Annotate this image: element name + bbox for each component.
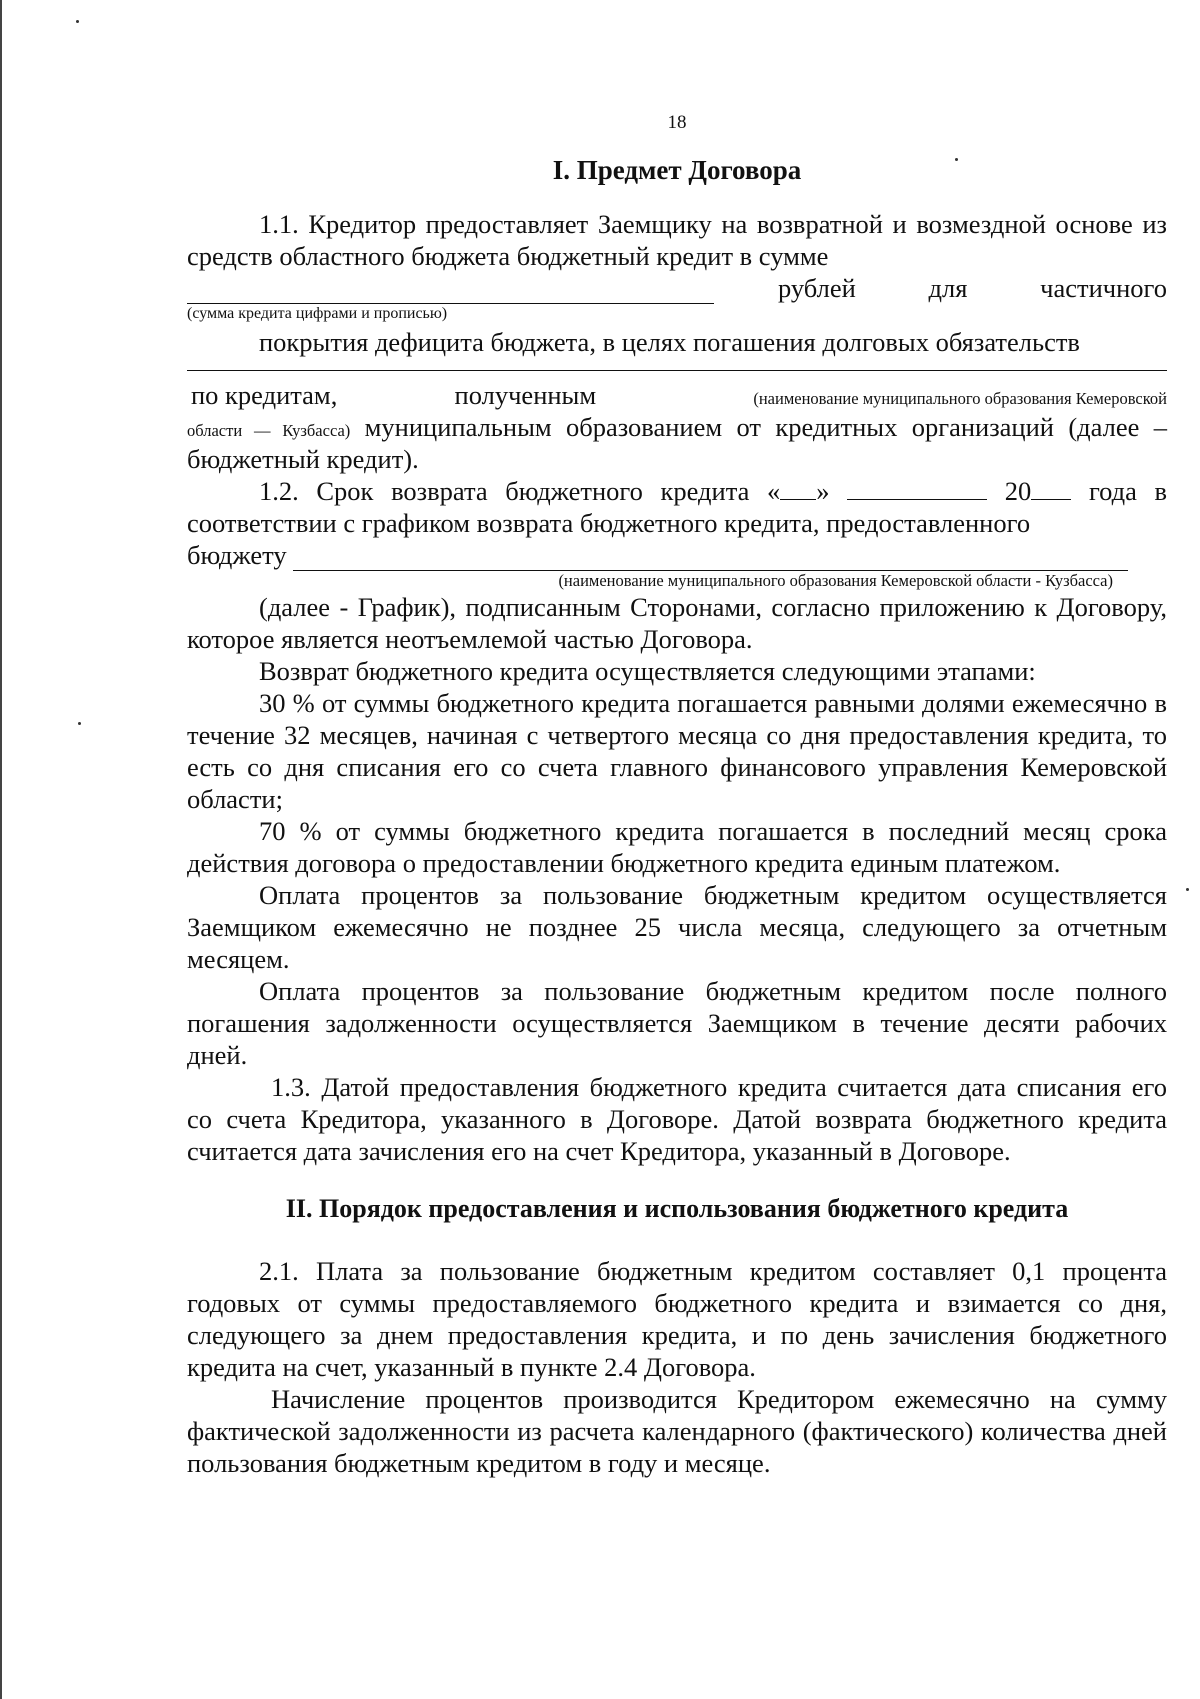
- credits-word: по кредитам,: [191, 380, 338, 410]
- document-body: [187, 112, 1167, 1479]
- year-blank: [1031, 477, 1071, 500]
- budget-word: бюджету: [187, 540, 287, 570]
- clause-1-1-intro: 1.1. Кредитор предоставляет Заемщику на возвратной и возмездной основе из средств областного бюджета бюджетный кредит в сумме: [187, 209, 1167, 271]
- stage-70-percent: 70 % от суммы бюджетного кредита погашается в последний месяц срока действия договора о предоставлении бюджетного кредита единым платежом.: [187, 816, 1167, 878]
- amount-row: [187, 272, 1167, 304]
- stage-30-percent: 30 % от суммы бюджетного кредита погашается равными долями ежемесячно в течение 32 месяцев, начиная с четвертого месяца со дня предоставления кредита, то есть со дня списания его со счета главного финансового управления Кемеровской области;: [187, 688, 1167, 814]
- for-word: для: [928, 273, 968, 303]
- municipality-caption-a: (наименование муниципального образования Кемеровской: [753, 389, 1167, 408]
- budget-row: [187, 539, 1167, 571]
- interest-monthly: Оплата процентов за пользование бюджетным кредитом осуществляется Заемщиком ежемесячно не позднее 25 числа месяца, следующего за отчетным месяцем.: [187, 880, 1167, 974]
- amount-blank-line: [187, 277, 714, 304]
- amount-caption: (сумма кредита цифрами и прописью): [187, 305, 448, 322]
- page-number: 18: [667, 112, 687, 133]
- scan-speck: [1186, 888, 1189, 891]
- clause-2-1: 2.1. Плата за пользование бюджетным кредитом составляет 0,1 процента годовых от суммы предоставляемого бюджетного кредита и взимается со дня, следующего за днем предоставления кредита, и по день зачисления бюджетного кредита на счет, указанный в пункте 2.4 Договора.: [187, 1256, 1167, 1382]
- clause-1-1-purpose: покрытия дефицита бюджета, в целях погашения долговых обязательств: [259, 327, 1080, 357]
- interest-final: Оплата процентов за пользование бюджетным кредитом после полного погашения задолженности осуществляется Заемщиком в течение десяти рабочих дней.: [187, 976, 1167, 1070]
- municipality-blank-line: [187, 358, 1167, 371]
- month-blank: [847, 477, 987, 500]
- credits-row: [187, 379, 1167, 411]
- scan-speck: [78, 722, 81, 725]
- clause-1-3: 1.3. Датой предоставления бюджетного кредита считается дата списания его со счета Кредитора, указанного в Договоре. Датой возврата бюджетного кредита считается дата зачисления его на счет Кредитора, указанный в Договоре.: [187, 1072, 1167, 1166]
- clause-1-2-rest: (далее - График), подписанным Сторонами, согласно приложению к Договору, которое является неотъемлемой частью Договора.: [187, 592, 1167, 654]
- budget-blank-line: [293, 544, 1128, 571]
- section-2-title: II. Порядок предоставления и использования бюджетного кредита: [285, 1194, 1069, 1223]
- clause-1-2: 1.2. Срок возврата бюджетного кредита « » 20 года в соответствии с графиком возврата бюджетного кредита, предоставленного: [187, 476, 1168, 538]
- clause-1-1-rest: области — Кузбасса) муниципальным образованием от кредитных организаций (далее – бюджетный кредит).: [187, 412, 1167, 474]
- interest-accrual: Начисление процентов производится Кредитором ежемесячно на сумму фактической задолженности из расчета календарного (фактического) количества дней пользования бюджетным кредитом в году и месяце.: [187, 1384, 1167, 1478]
- scan-speck: [76, 20, 79, 23]
- municipality-caption-2: (наименование муниципального образования Кемеровской области - Кузбасса): [558, 571, 1113, 590]
- return-stages: Возврат бюджетного кредита осуществляется следующими этапами:: [259, 656, 1036, 686]
- received-word: полученным: [454, 380, 597, 410]
- section-1-title: I. Предмет Договора: [552, 155, 802, 185]
- municipality-caption-b: области — Кузбасса): [187, 421, 351, 440]
- scan-edge-line: [0, 0, 2, 1699]
- day-blank: [780, 477, 816, 500]
- rubles-word: рублей: [778, 273, 856, 303]
- partial-word: частичного: [1040, 273, 1167, 303]
